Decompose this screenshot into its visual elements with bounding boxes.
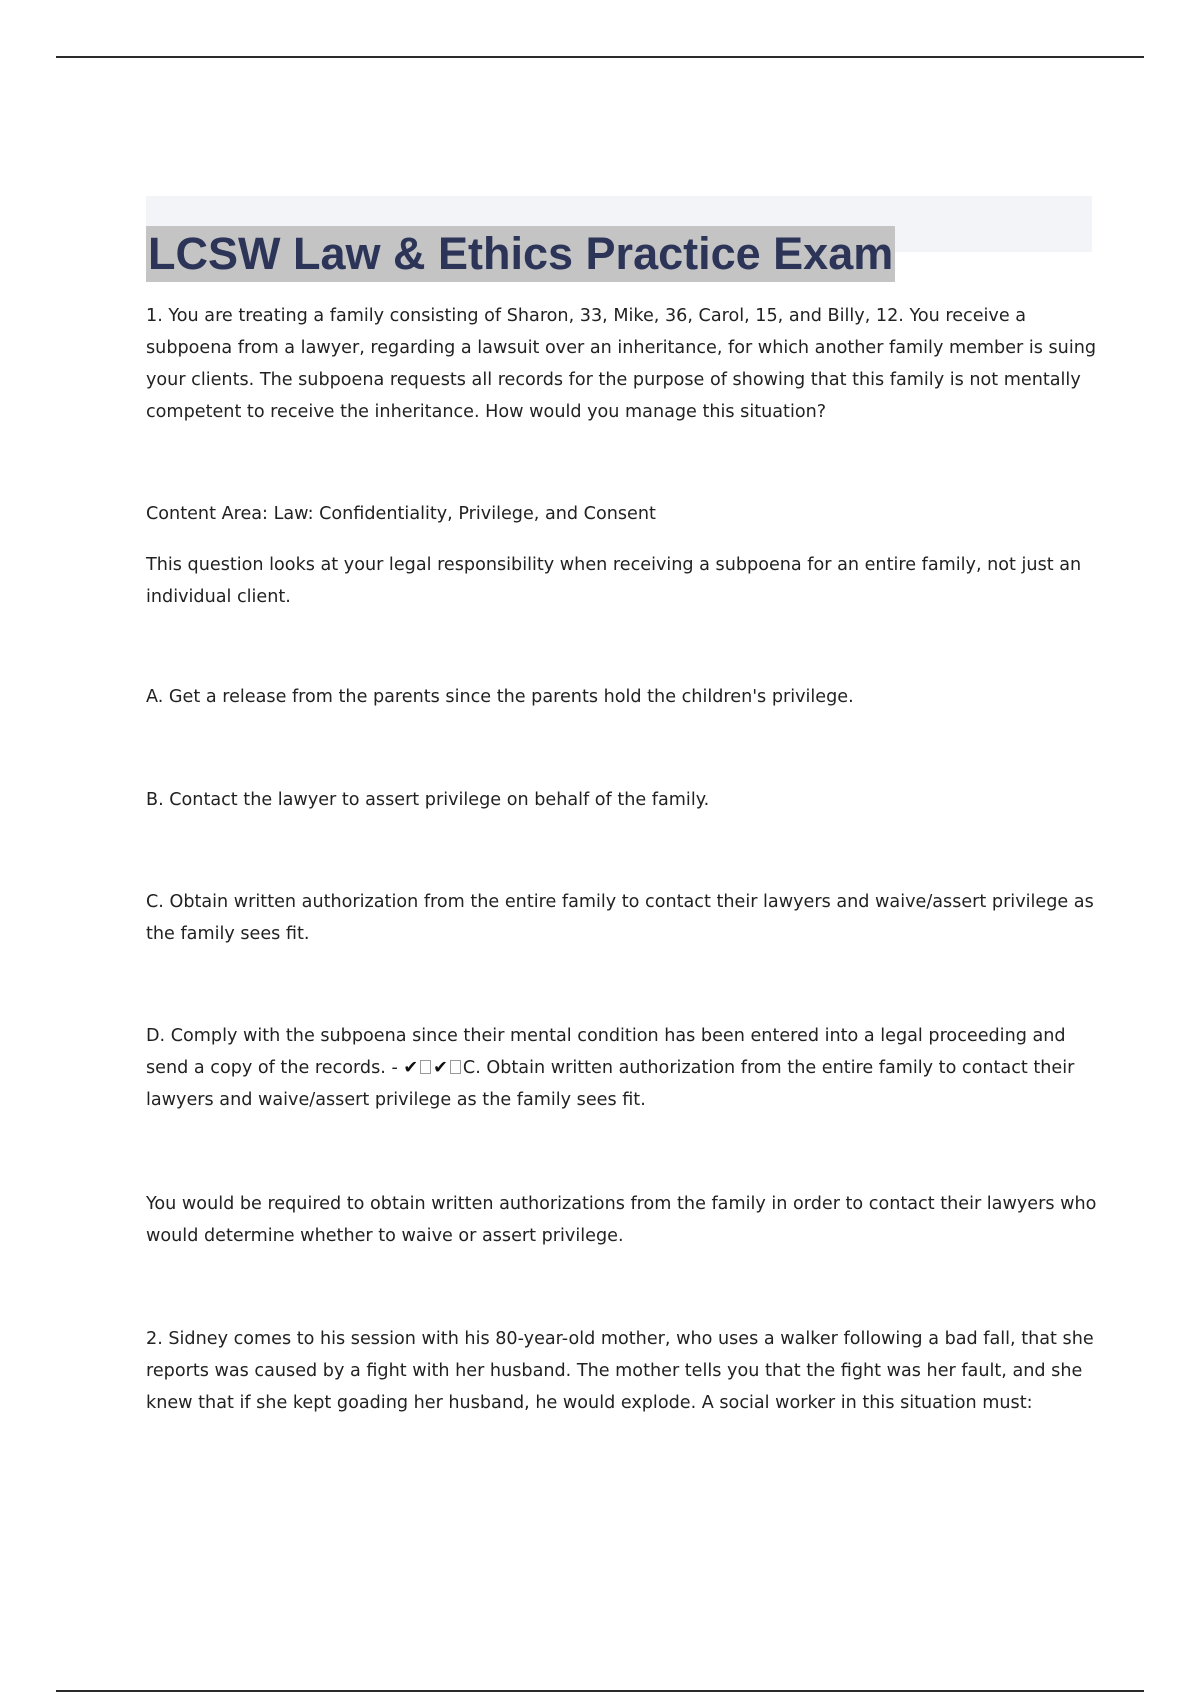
box-glyph-icon: [450, 1060, 461, 1074]
question-1-text: 1. You are treating a family consisting of Sharon, 33, Mike, 36, Carol, 15, and Billy, 12. You receive a subpoena from a lawyer, regarding a lawsuit over an inheritance, for which another family member is suing your clients. The subpoena requests all records for the purpose of showing that this family is not mentally competent to receive the inheritance. How would you manage this situation?: [146, 306, 1097, 422]
check-mark-icon: ✔: [433, 1058, 448, 1078]
answer: C. Obtain written authorization from the entire family to contact their lawyers and waive/assert privilege as the family sees fit.: [146, 1058, 1075, 1110]
option-a: A. Get a release from the parents since the parents hold the children's privilege.: [146, 687, 854, 707]
bottom-rule: [56, 1690, 1144, 1692]
box-glyph-icon: [420, 1060, 431, 1074]
question-2-text: 2. Sidney comes to his session with his 80-year-old mother, who uses a walker following a bad fall, that she reports was caused by a fight with her husband. The mother tells you that the fight was her fault, and she knew that if she kept goading her husband, he would explode. A social worker in this situation must:: [146, 1329, 1094, 1413]
option-d-with-answer: [146, 1020, 1098, 1116]
content-area: Content Area: Law: Confidentiality, Privilege, and Consent: [146, 504, 656, 524]
question-1-description: This question looks at your legal responsibility when receiving a subpoena for an entire family, not just an individual client.: [146, 555, 1082, 607]
answer-explanation: You would be required to obtain written authorizations from the family in order to contact their lawyers who would determine whether to waive or assert privilege.: [146, 1194, 1097, 1246]
option-d: D. Comply with the subpoena since their mental condition has been entered into a legal proceeding and send a copy of the records. -: [146, 1026, 1066, 1078]
document-title: LCSW Law & Ethics Practice Exam: [146, 226, 895, 282]
option-c: C. Obtain written authorization from the entire family to contact their lawyers and waive/assert privilege as the family sees fit.: [146, 892, 1094, 944]
top-rule: [56, 56, 1144, 58]
option-b: B. Contact the lawyer to assert privilege on behalf of the family.: [146, 790, 710, 810]
check-mark-icon: ✔: [403, 1058, 419, 1078]
